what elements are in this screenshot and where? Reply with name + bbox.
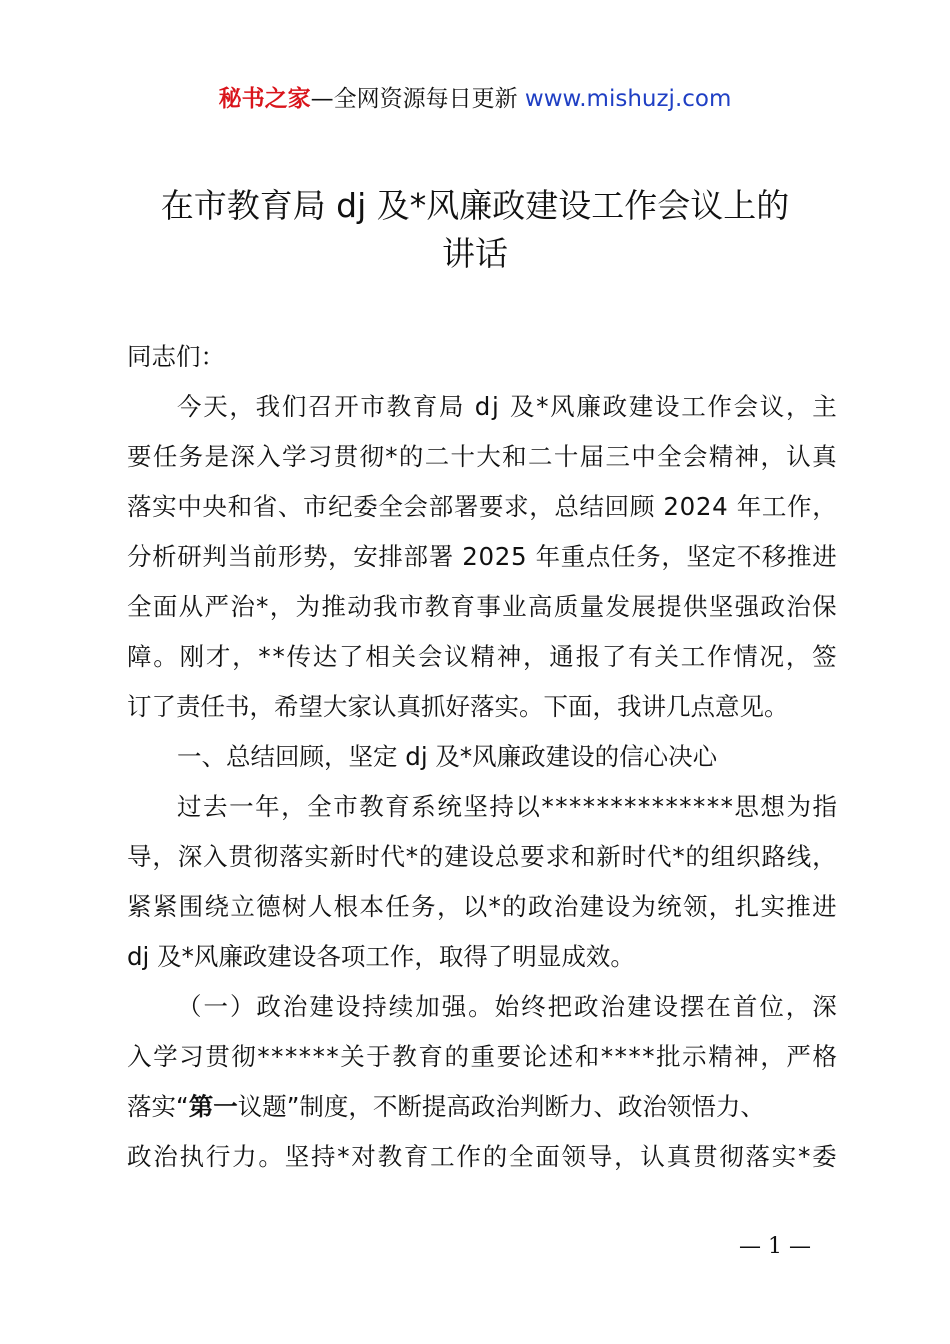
body-line: 分 析 研 判 当 前 形 势 ， 安 排 部 署 2 0 2 5 年 重 点 任 务 ， 坚 定 不 移 推 进	[127, 542, 837, 571]
title-line-1: 在市教育局 dj 及*风廉政建设工作会议上的	[160, 186, 790, 225]
greeting: 同志们：	[127, 342, 225, 371]
site-header	[0, 80, 950, 113]
body-line: dj 及*风廉政建设各项工作，取得了明显成效。	[127, 942, 635, 971]
body-line: （ 一 ） 政 治 建 设 持 续 加 强 。 始 终 把 政 治 建 设 摆 在 首 位 ， 深	[177, 992, 837, 1021]
page-number: — 1 —	[739, 1234, 811, 1259]
body-text: 议题”制度，不断提高政治判断力、政治领悟力、	[237, 1092, 765, 1121]
body-line: 紧 紧 围 绕 立 德 树 人 根 本 任 务 ， 以 * 的 政 治 建 设 为 统 领 ， 扎 实 推 进	[127, 892, 837, 921]
body-line: 今 天 ， 我 们 召 开 市 教 育 局 d j 及 * 风 廉 政 建 设 工 作 会 议 ， 主	[177, 392, 837, 421]
body-line: 要 任 务 是 深 入 学 习 贯 彻 * 的 二 十 大 和 二 十 届 三 中 全 会 精 神 ， 认 真	[127, 442, 837, 471]
body-line: 落 实 中 央 和 省 、 市 纪 委 全 会 部 署 要 求 ， 总 结 回 顾 2 0 2 4 年 工 作 ，	[127, 492, 837, 521]
document-body	[127, 332, 837, 1182]
bold-text: 第一	[188, 1092, 238, 1121]
title-line-2: 讲话	[442, 234, 508, 273]
body-line: 障 。 刚 才 ， * * 传 达 了 相 关 会 议 精 神 ， 通 报 了 有 关 工 作 情 况 ， 签	[127, 642, 837, 671]
body-line: 订了责任书，希望大家认真抓好落实。下面，我讲几点意见。	[127, 692, 789, 721]
section-heading: 一、总结回顾，坚定 dj 及*风廉政建设的信心决心	[177, 742, 718, 771]
body-line: 全 面 从 严 治 * ， 为 推 动 我 市 教 育 事 业 高 质 量 发 展 提 供 坚 强 政 治 保	[127, 592, 837, 621]
body-text: 落实“	[127, 1092, 189, 1121]
site-brand: 秘书之家	[218, 86, 311, 112]
document-title	[120, 182, 830, 278]
body-line: 导 ， 深 入 贯 彻 落 实 新 时 代 * 的 建 设 总 要 求 和 新 时 代 * 的 组 织 路 线 ，	[127, 842, 837, 871]
site-url-link[interactable]: www.mishuzj.com	[524, 86, 732, 112]
site-tagline: —全网资源每日更新	[310, 86, 525, 112]
body-line: 入 学 习 贯 彻 * * * * * * 关 于 教 育 的 重 要 论 述 和 * * * * 批 示 精 神 ， 严 格	[127, 1042, 837, 1071]
body-line	[127, 1082, 837, 1132]
body-line: 政 治 执 行 力 。 坚 持 * 对 教 育 工 作 的 全 面 领 导 ， 认 真 贯 彻 落 实 * 委	[127, 1142, 837, 1171]
body-line: 过 去 一 年 ， 全 市 教 育 系 统 坚 持 以 * * * * * * * * * * * * * * 思 想 为 指	[177, 792, 837, 821]
